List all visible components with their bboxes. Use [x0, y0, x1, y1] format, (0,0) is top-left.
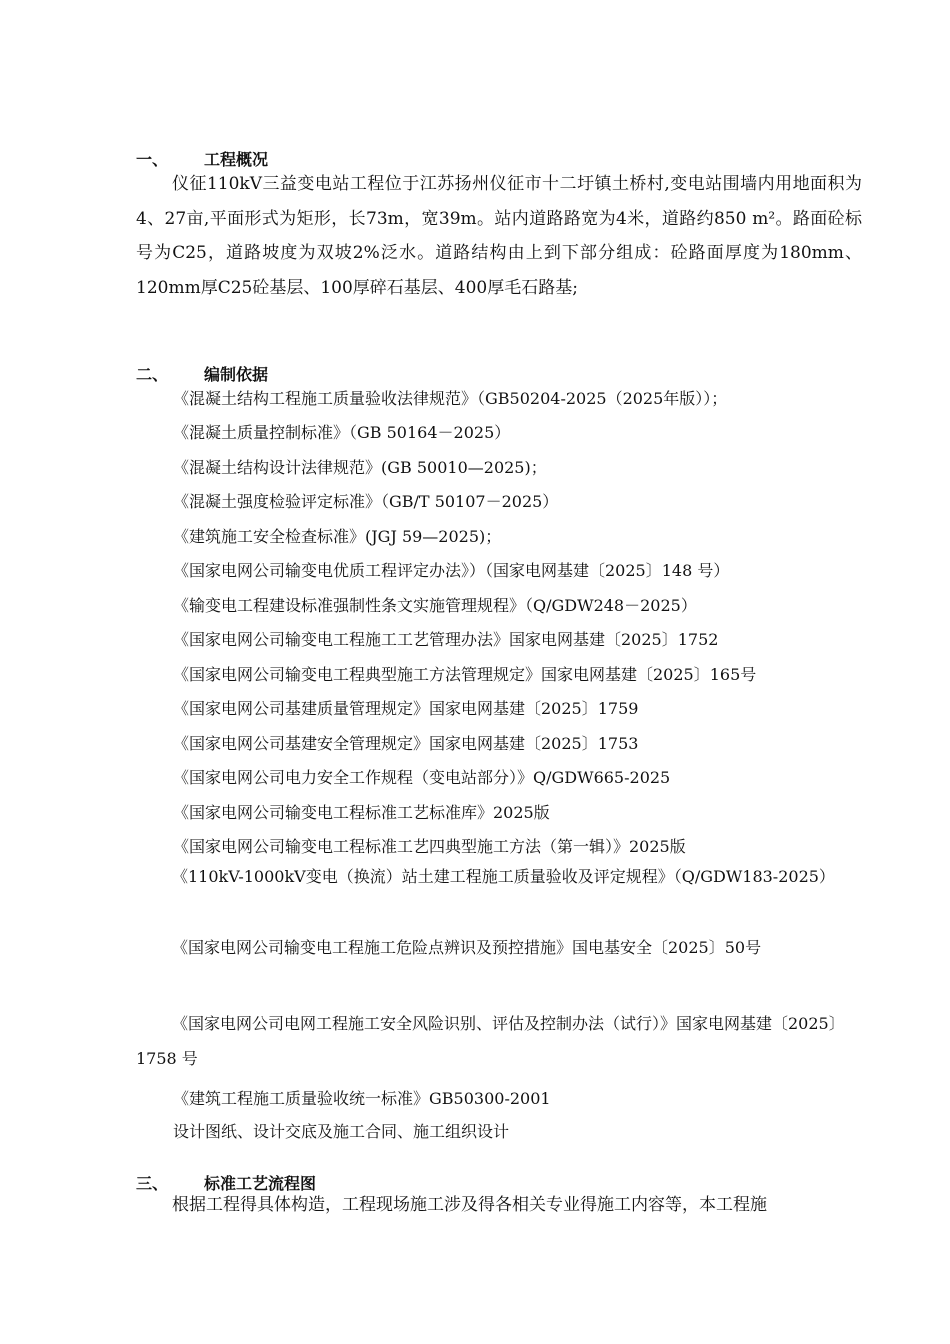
reference-item: 《建筑工程施工质量验收统一标准》GB50300-2001 — [173, 1089, 551, 1108]
reference-item: 《国家电网公司输变电工程施工危险点辨识及预控措施》国电基安全〔2025〕50号 — [172, 938, 762, 957]
reference-item: 《国家电网公司电网工程施工安全风险识别、评估及控制办法（试行）》国家电网基建〔2025〕 1758 号 — [136, 1014, 845, 1068]
section-paragraph: 根据工程得具体构造，工程现场施工涉及得各相关专业得施工内容等，本工程施 — [172, 1195, 767, 1215]
reference-item: 《国家电网公司输变电工程施工工艺管理办法》国家电网基建〔2025〕1752 — [173, 630, 719, 649]
section-title: 编制依据 — [204, 365, 269, 384]
reference-item: 《建筑施工安全检查标准》(JGJ 59—2025)； — [173, 527, 502, 546]
reference-item: 《国家电网公司基建质量管理规定》国家电网基建〔2025〕1759 — [173, 699, 639, 718]
reference-item: 《混凝土强度检验评定标准》（GB/T 50107－2025） — [173, 492, 559, 511]
reference-item: 《输变电工程建设标准强制性条文实施管理规程》（Q/GDW248－2025） — [173, 596, 697, 615]
reference-item: 《国家电网公司输变电工程标准工艺四典型施工方法（第一辑）》2025版 — [173, 837, 686, 856]
section-number: 二、 — [136, 365, 169, 384]
reference-item: 《110kV-1000kV变电（换流）站土建工程施工质量验收及评定规程》（Q/GDW183-2025） — [172, 867, 835, 886]
reference-item: 《国家电网公司输变电优质工程评定办法》）（国家电网基建〔2025〕148 号） — [173, 561, 730, 580]
reference-item: 《国家电网公司输变电工程典型施工方法管理规定》国家电网基建〔2025〕165号 — [173, 665, 757, 684]
reference-item: 《国家电网公司基建安全管理规定》国家电网基建〔2025〕1753 — [173, 734, 639, 753]
reference-item: 《混凝土结构设计法律规范》(GB 50010—2025)； — [173, 458, 547, 477]
section-title: 标准工艺流程图 — [204, 1174, 317, 1193]
section-title: 工程概况 — [204, 150, 269, 169]
reference-item: 《混凝土结构工程施工质量验收法律规范》（GB50204-2025（2025年版））； — [173, 389, 728, 408]
section-number: 三、 — [136, 1174, 169, 1193]
section-number: 一、 — [136, 150, 169, 169]
reference-item: 设计图纸、设计交底及施工合同、施工组织设计 — [173, 1122, 510, 1141]
reference-item: 《混凝土质量控制标准》（GB 50164－2025） — [173, 423, 511, 442]
reference-item: 《国家电网公司电力安全工作规程（变电站部分）》Q/GDW665-2025 — [173, 768, 671, 787]
section-paragraph: 仪征110kV三益变电站工程位于江苏扬州仪征市十二圩镇土桥村,变电站围墙内用地面积为4、27亩,平面形式为矩形，长73m，宽39m。站内道路路宽为4米，道路约850 m²。路面砼标号为C25，道路坡度为双坡2%泛水。道路结构由上到下部分组成：砼路面厚度为180mm、120mm厚C25砼基层、100厚碎石基层、400厚毛石路基; — [136, 174, 862, 298]
section-heading — [136, 362, 268, 385]
reference-item: 《国家电网公司输变电工程标准工艺标准库》2025版 — [173, 803, 550, 822]
